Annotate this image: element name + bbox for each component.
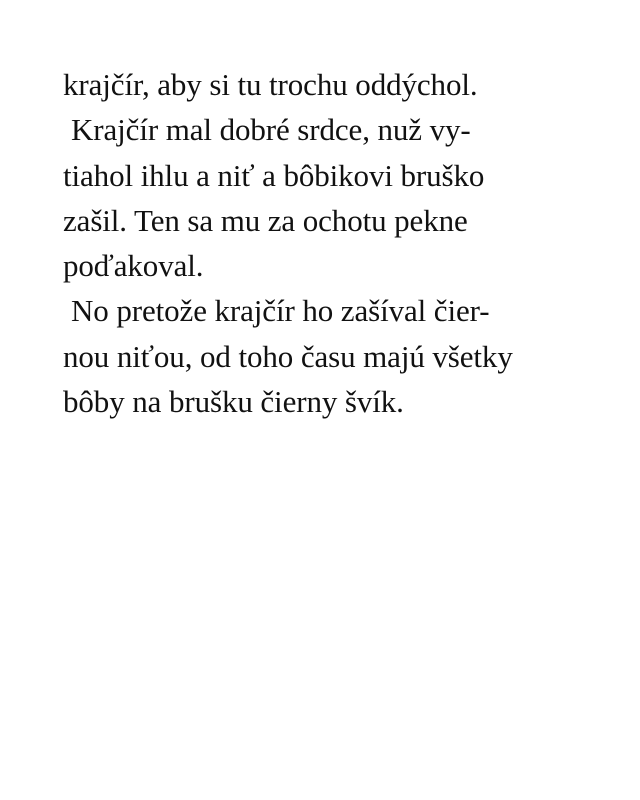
text-line-3: tiahol ihlu a niť a bôbikovi bruško bbox=[63, 157, 485, 193]
text-line-1: krajčír, aby si tu trochu oddýchol. bbox=[63, 67, 478, 102]
text-line-4: zašil. Ten sa mu za ochotu pekne bbox=[63, 202, 468, 238]
story-text bbox=[63, 62, 583, 424]
text-line-2: Krajčír mal dobré srdce, nuž vy- bbox=[71, 112, 471, 148]
text-line-8: bôby na brušku čierny švík. bbox=[63, 384, 404, 420]
text-line-6: No pretože krajčír ho zašíval čier- bbox=[71, 293, 490, 329]
text-line-7: nou niťou, od toho času majú všetky bbox=[63, 338, 513, 374]
text-line-5: poďakoval. bbox=[63, 248, 204, 284]
